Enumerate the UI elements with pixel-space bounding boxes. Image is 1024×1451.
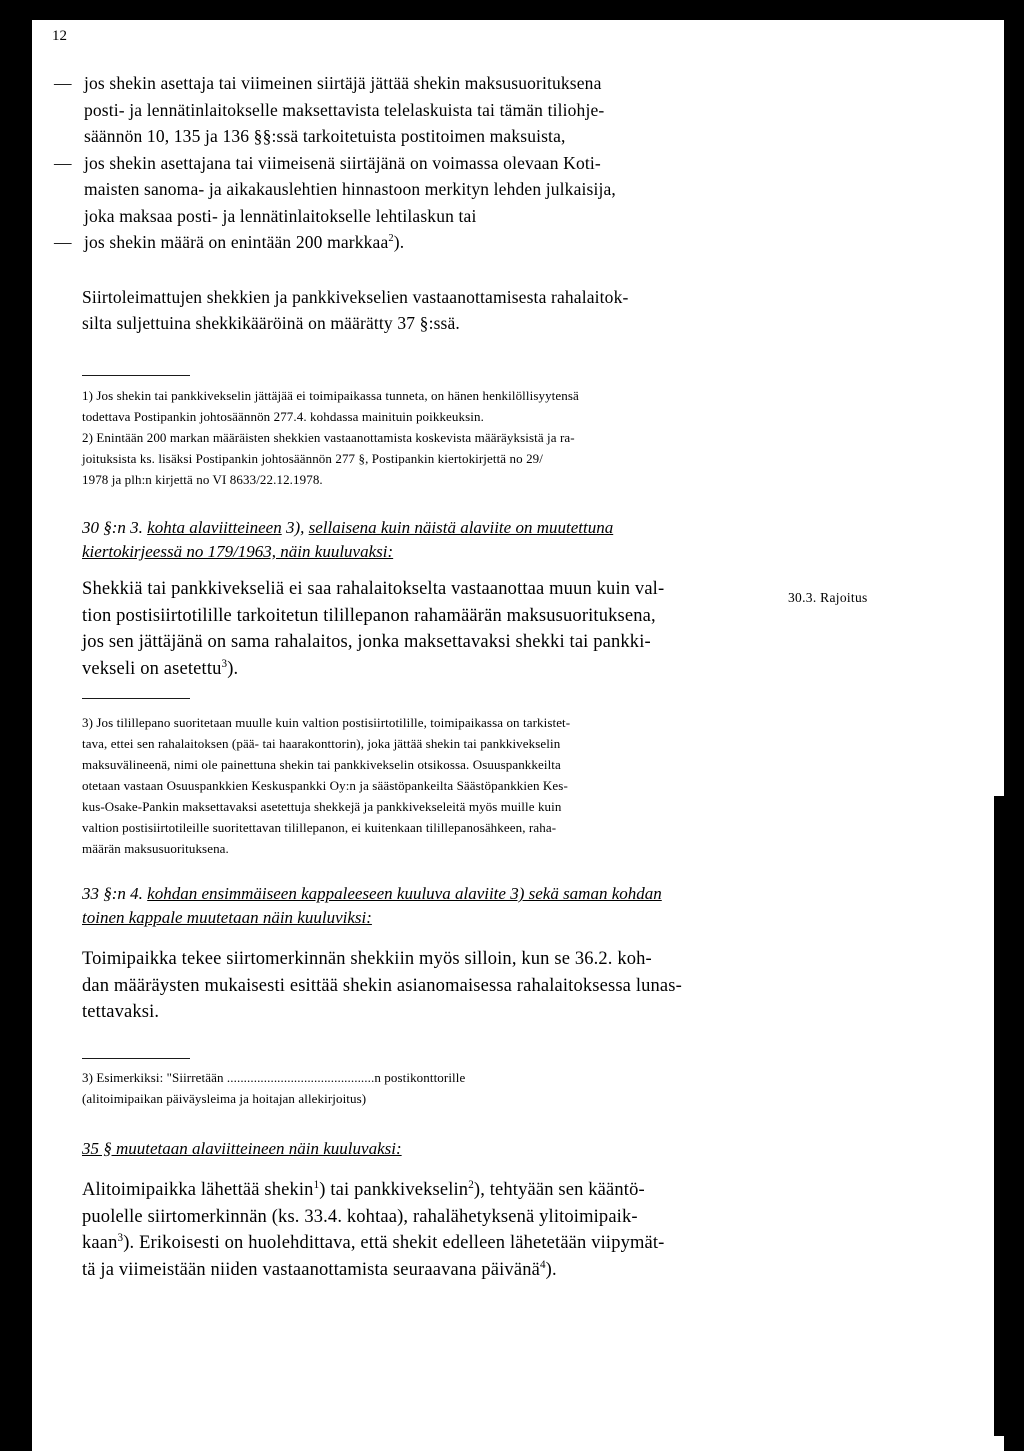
text: ). Erikoisesti on huolehdittava, että shekit edelleen lähetetään viipymät- — [123, 1233, 665, 1253]
footnote-ref: 4 — [539, 1258, 546, 1271]
list-line: maisten sanoma- ja aikakauslehtien hinnastoon merkityn lehden julkaisija, — [84, 179, 616, 199]
paragraph-line: silta suljettuina shekkikääröinä on määrätty 37 §:ssä. — [82, 313, 460, 333]
heading-prefix: 33 §:n 4. — [82, 884, 148, 903]
list-line: joka maksaa posti- ja lennätinlaitokselle lehtilaskun tai — [84, 205, 477, 226]
paragraph-3 — [82, 946, 772, 1026]
text: ) tai pankkivekselin — [319, 1180, 469, 1200]
heading-line — [82, 882, 782, 906]
heading-prefix: 30 §:n 3. — [82, 518, 148, 537]
footnote-line: (alitoimipaikan päiväysleima ja hoitajan allekirjoitus) — [82, 1091, 367, 1106]
footnote-line: 3) Jos tilillepano suoritetaan muulle kuin valtion postisiirtotilille, toimipaikassa on tarkistet- — [82, 715, 571, 730]
list-item — [54, 70, 774, 150]
list-line-tail: ). — [393, 232, 405, 252]
heading-line: toinen kappale muutetaan näin kuuluviksi: — [82, 908, 372, 927]
heading-line — [82, 516, 782, 540]
footnote-rule — [82, 698, 190, 699]
footnote-ref: 2 — [468, 1178, 474, 1191]
list-line: jos shekin asettajana tai viimeisenä siirtäjänä on voimassa olevaan Koti- — [84, 152, 601, 173]
footnote-rule — [82, 375, 190, 376]
footnote-line: 2) Enintään 200 markan määräisten shekkien vastaanottamista koskevista määräyksistä ja ra- — [82, 430, 575, 445]
paragraph-line — [82, 1230, 772, 1257]
dash-bullet: — — [54, 152, 72, 173]
scan-edge-bar — [994, 796, 1004, 1436]
paragraph-line: Toimipaikka tekee siirtomerkinnän shekkiin myös silloin, kun se 36.2. koh- — [82, 949, 652, 969]
footnote-line: todettava Postipankin johtosäännön 277.4. kohdassa mainituin poikkeuksin. — [82, 409, 484, 424]
footnote-ref: 3 — [117, 1231, 124, 1244]
list-line-text: jos shekin määrä on enintään 200 markkaa — [84, 232, 389, 252]
text: ). — [545, 1259, 557, 1280]
page-number: 12 — [52, 28, 67, 44]
footnote-line: otetaan vastaan Osuuspankkien Keskuspankki Oy:n ja säästöpankeilta Säästöpankkien Kes- — [82, 778, 568, 793]
list-item — [54, 150, 774, 230]
heading-underlined: kohta alaviitteineen — [147, 518, 282, 537]
list-line — [84, 229, 774, 256]
amendment-heading-1 — [82, 516, 782, 564]
footnote-ref: 1 — [313, 1178, 320, 1191]
footnote-line: valtion postisiirtotileille suoritettavan tilillepanon, ei kuitenkaan tilillepanosähkeen, raha- — [82, 820, 557, 835]
footnote-line: määrän maksusuorituksena. — [82, 841, 229, 856]
paragraph-line: Shekkiä tai pankkivekseliä ei saa rahalaitokselta vastaanottaa muun kuin val- — [82, 579, 665, 599]
footnote-line: tava, ettei sen rahalaitoksen (pää- tai haarakonttorin), joka jättää shekin tai pankkivekselin — [82, 736, 561, 751]
dash-bullet: — — [54, 232, 72, 252]
footnote-line: 1978 ja plh:n kirjettä no VI 8633/22.12.1978. — [82, 472, 323, 487]
footnote-line: joituksista ks. lisäksi Postipankin johtosäännön 277 §, Postipankin kiertokirjettä no 29/ — [82, 451, 543, 466]
footnotes-1 — [82, 385, 772, 490]
heading-line: kiertokirjeessä no 179/1963, näin kuuluvaksi: — [82, 542, 394, 561]
footnote-rule — [82, 1058, 190, 1059]
paragraph-line — [82, 1177, 772, 1204]
paragraph-2 — [82, 576, 772, 682]
margin-note: 30.3. Rajoitus — [788, 590, 868, 605]
heading-underlined: sellaisena kuin näistä alaviite on muutettuna — [308, 518, 614, 537]
footnote-3 — [82, 712, 772, 859]
dash-list — [54, 70, 774, 256]
footnote — [82, 427, 772, 490]
paragraph-line: dan määräysten mukaisesti esittää shekin asianomaisessa rahalaitoksessa lunas- — [82, 975, 682, 996]
footnote-line: kus-Osake-Pankin maksettavaksi asetettuja shekkejä ja pankkivekseleitä myös muille kuin — [82, 799, 562, 814]
footnote-ref: 3 — [221, 657, 228, 670]
dash-bullet: — — [54, 73, 72, 93]
list-line: säännön 10, 135 ja 136 §§:ssä tarkoitetuista postitoimen maksuista, — [84, 126, 566, 146]
footnote-ref: 2 — [388, 233, 394, 245]
text: ), tehtyään sen kääntö- — [473, 1180, 645, 1200]
paragraph-line: tion postisiirtotilille tarkoitetun tilillepanon rahamäärän maksusuorituksena, — [82, 605, 656, 626]
text: tä ja viimeistään niiden vastaanottamista seuraavana päivänä — [82, 1259, 540, 1280]
amendment-heading-3 — [82, 1137, 782, 1161]
heading-underlined: kohdan ensimmäiseen kappaleeseen kuuluva alaviite 3) sekä saman kohdan — [147, 884, 662, 903]
paragraph-line — [82, 1257, 772, 1284]
amendment-heading-2 — [82, 882, 782, 930]
paragraph-line — [82, 656, 772, 683]
paragraph-line: jos sen jättäjänä on sama rahalaitos, jonka maksettavaksi shekki tai pankki- — [82, 632, 651, 652]
heading-mid: 3), — [281, 518, 309, 537]
paragraph-line-text: vekseli on asetettu — [82, 658, 222, 679]
list-item — [54, 229, 774, 256]
list-line: jos shekin asettaja tai viimeinen siirtäjä jättää shekin maksusuorituksena — [84, 73, 602, 93]
footnote-line: 1) Jos shekin tai pankkivekselin jättäjää ei toimipaikassa tunneta, on hänen henkilöllisyytensä — [82, 388, 579, 403]
footnote-line: maksuvälineenä, nimi ole painettuna shekin tai pankkivekselin otsikossa. Osuuspankkeilta — [82, 757, 561, 772]
paragraph-line: tettavaksi. — [82, 1002, 160, 1022]
footnote-4 — [82, 1067, 772, 1109]
paragraph-line-tail: ). — [227, 658, 239, 679]
text: Alitoimipaikka lähettää shekin — [82, 1180, 314, 1200]
paragraph-4 — [82, 1177, 772, 1283]
footnote-line: 3) Esimerkiksi: "Siirretään ............................................n postikonttorille — [82, 1070, 466, 1085]
paragraph-line: puolelle siirtomerkinnän (ks. 33.4. kohtaa), rahalähetyksenä ylitoimipaik- — [82, 1206, 638, 1227]
paragraph-1 — [82, 284, 772, 336]
paragraph-line: Siirtoleimattujen shekkien ja pankkivekselien vastaanottamisesta rahalaitok- — [82, 287, 629, 307]
text: kaan — [82, 1233, 118, 1253]
footnote — [82, 385, 772, 427]
list-line: posti- ja lennätinlaitokselle maksettavista telelaskuista tai tämän tiliohje- — [84, 99, 605, 120]
heading-line: 35 § muutetaan alaviitteineen näin kuuluvaksi: — [82, 1139, 402, 1158]
